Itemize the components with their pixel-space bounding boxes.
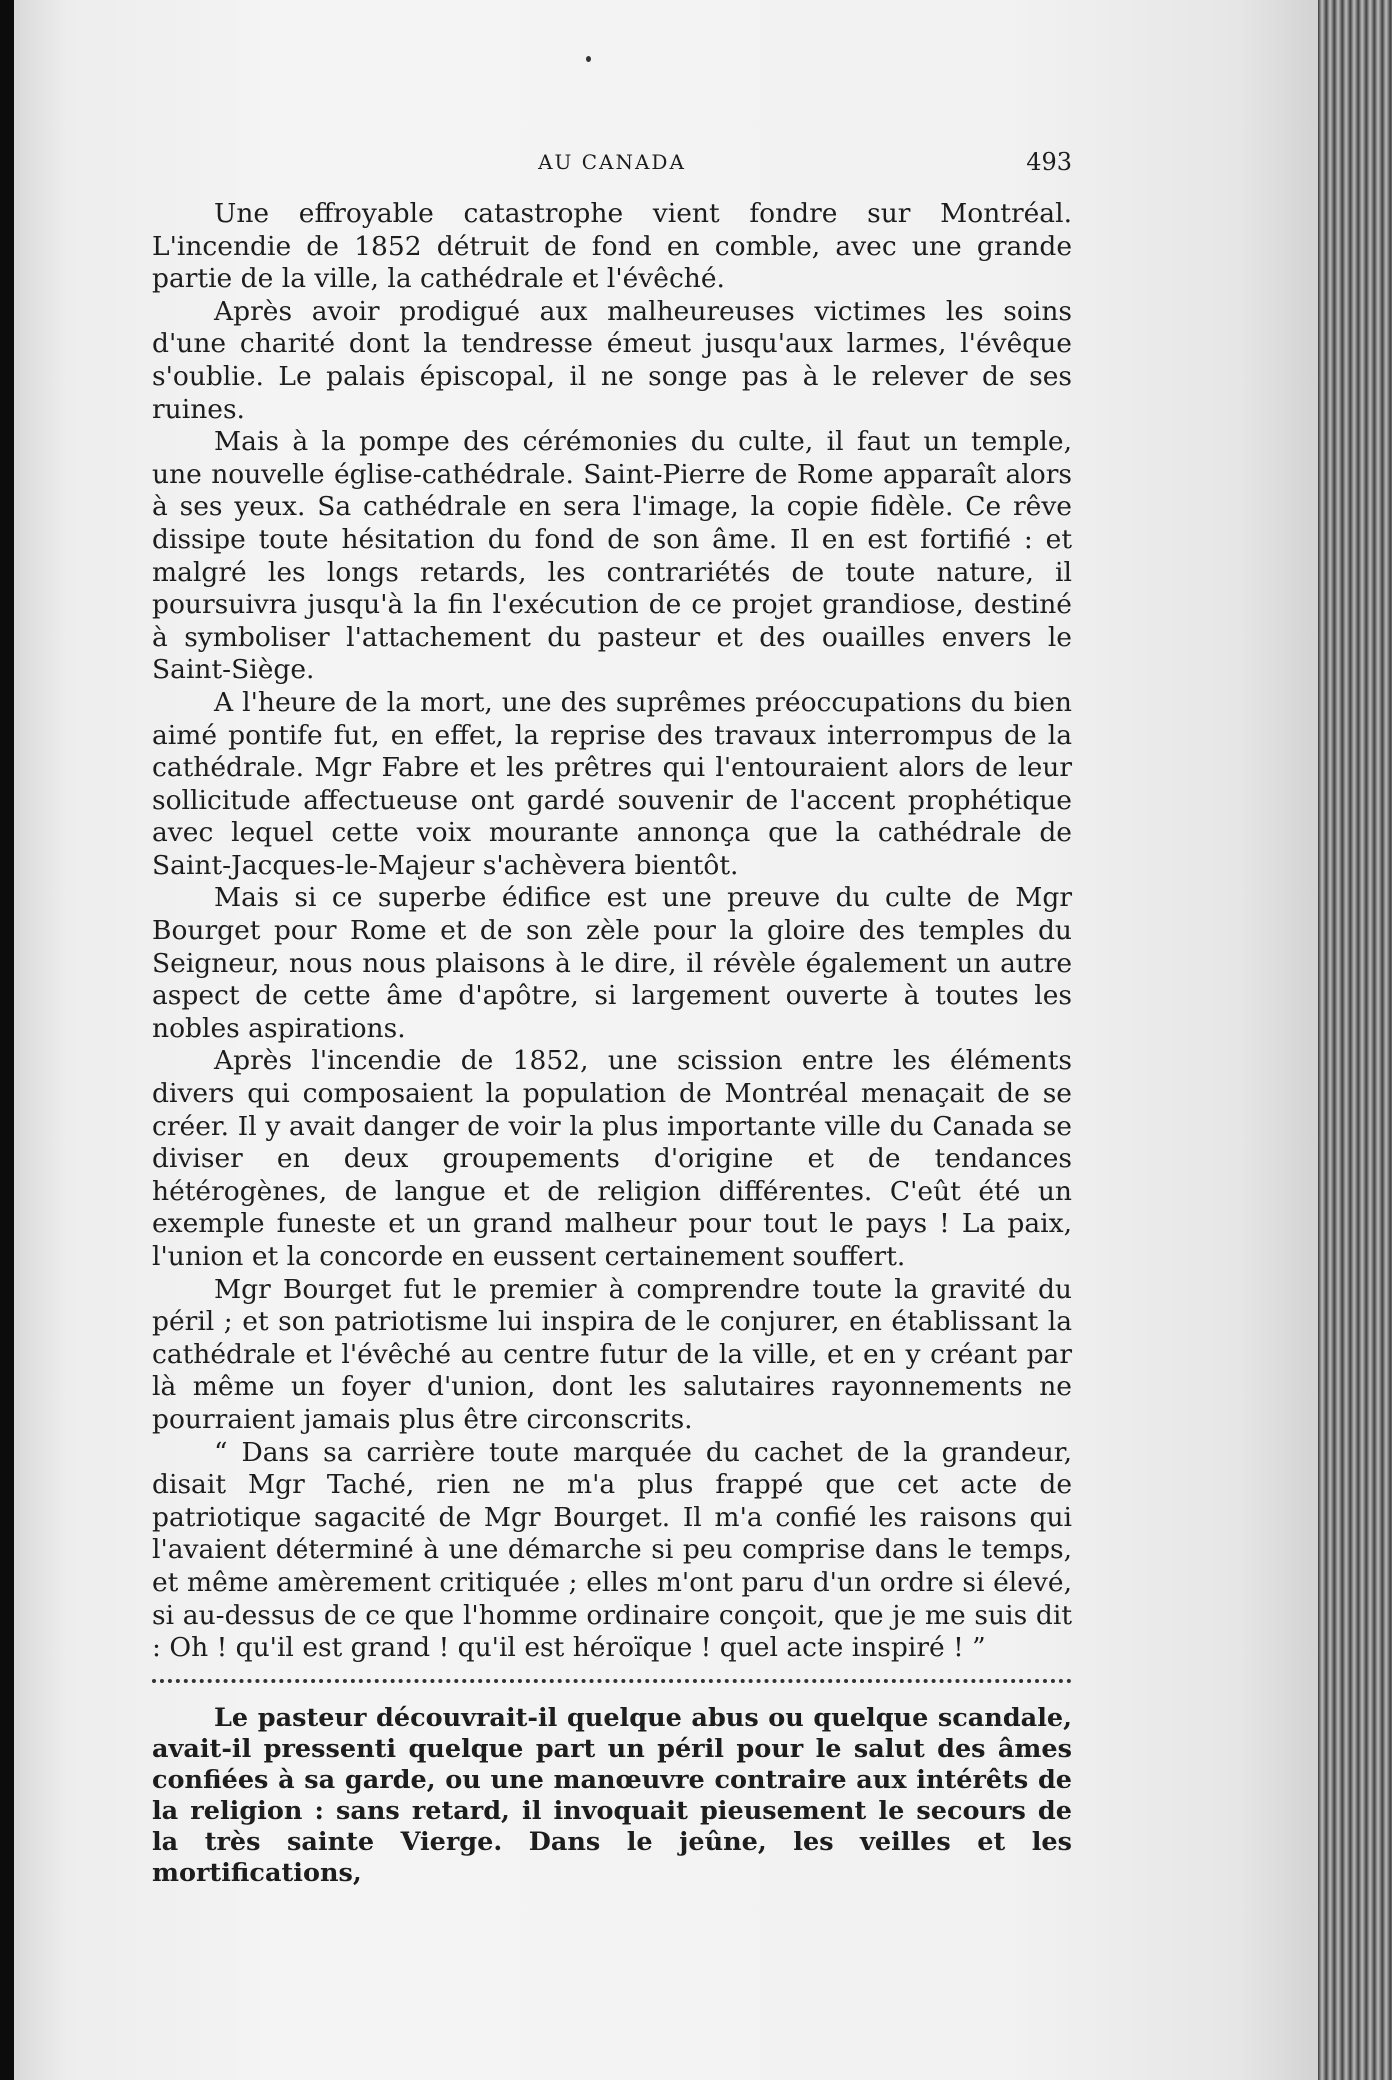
- paragraph-tache-quote: “ Dans sa carrière toute marquée du cachet de la grandeur, disait Mgr Taché, rien ne m'a plus frappé que cet acte de patriotique sagacité de Mgr Bourget. Il m'a confié les raisons qui l'avaient déterminé à une démarche si peu comprise dans le temps, et même amèrement critiquée ; elles m'ont paru d'un ordre si élevé, si au-dessus de ce que l'homme ordinaire conçoit, que je me suis dit : Oh ! qu'il est grand ! qu'il est héroïque ! quel acte inspiré ! ”: [152, 1436, 1072, 1664]
- paragraph-scission: Après l'incendie de 1852, une scission entre les éléments divers qui composaient la population de Montréal menaçait de se créer. Il y avait danger de voir la plus importante ville du Canada se diviser en deux groupements d'origine et de tendances hétérogènes, de langue et de religion différentes. C'eût été un exemple funeste et un grand malheur pour tout le pays ! La paix, l'union et la concorde en eussent certainement souffert.: [152, 1045, 1072, 1272]
- book-page: [14, 0, 1332, 2080]
- paragraph-death: A l'heure de la mort, une des suprêmes préoccupations du bien aimé pontife fut, en effet, la reprise des travaux interrompus de la cathédrale. Mgr Fabre et les prêtres qui l'entouraient alors de leur sollicitude affectueuse ont gardé souvenir de l'accent prophétique avec lequel cette voix mourante annonça que la cathédrale de Saint-Jacques-le-Majeur s'achèvera bientôt.: [152, 686, 1072, 881]
- paragraph-edifice: Mais si ce superbe édifice est une preuve du culte de Mgr Bourget pour Rome et de son zèle pour la gloire des temples du Seigneur, nous nous plaisons à le dire, il révèle également un autre aspect de cette âme d'apôtre, si largement ouverte à toutes les nobles aspirations.: [152, 882, 1072, 1044]
- book-page-edges: [1318, 0, 1392, 2080]
- paragraph-charity: Après avoir prodigué aux malheureuses victimes les soins d'une charité dont la tendresse émeut jusqu'aux larmes, l'évêque s'oublie. Le palais épiscopal, il ne songe pas à le relever de ses ruines.: [152, 295, 1072, 425]
- page-number: 493: [1026, 148, 1072, 176]
- dotted-separator: [152, 1679, 1072, 1683]
- paragraph-fire: Une effroyable catastrophe vient fondre sur Montréal. L'incendie de 1852 détruit de fond en comble, avec une grande partie de la ville, la cathédrale et l'évêché.: [152, 198, 1072, 295]
- page-header: [152, 142, 1072, 186]
- ink-speck: [586, 56, 591, 62]
- paragraph-pastor-bold: Le pasteur découvrait-il quelque abus ou quelque scandale, avait-il pressenti quelque part un péril pour le salut des âmes confiées à sa garde, ou une manœuvre contraire aux intérêts de la religion : sans retard, il invoquait pieusement le secours de la très sainte Vierge. Dans le jeûne, les veilles et les mortifications,: [152, 1702, 1072, 1888]
- running-head: AU CANADA: [538, 150, 686, 174]
- page-content: [152, 142, 1072, 1889]
- paragraph-cathedral-plan: Mais à la pompe des cérémonies du culte, il faut un temple, une nouvelle église-cathédrale. Saint-Pierre de Rome apparaît alors à ses yeux. Sa cathédrale en sera l'image, la copie fidèle. Ce rêve dissipe toute hésitation du fond de son âme. Il en est fortifié : et malgré les longs retards, les contrariétés de toute nature, il poursuivra jusqu'à la fin l'exécution de ce projet grandiose, destiné à symboliser l'attachement du pasteur et des ouailles envers le Saint-Siège.: [152, 426, 1072, 686]
- paragraph-patriotism: Mgr Bourget fut le premier à comprendre toute la gravité du péril ; et son patriotisme lui inspira de le conjurer, en établissant la cathédrale et l'évêché au centre futur de la ville, et en y créant par là même un foyer d'union, dont les salutaires rayonnements ne pourraient jamais plus être circonscrits.: [152, 1273, 1072, 1435]
